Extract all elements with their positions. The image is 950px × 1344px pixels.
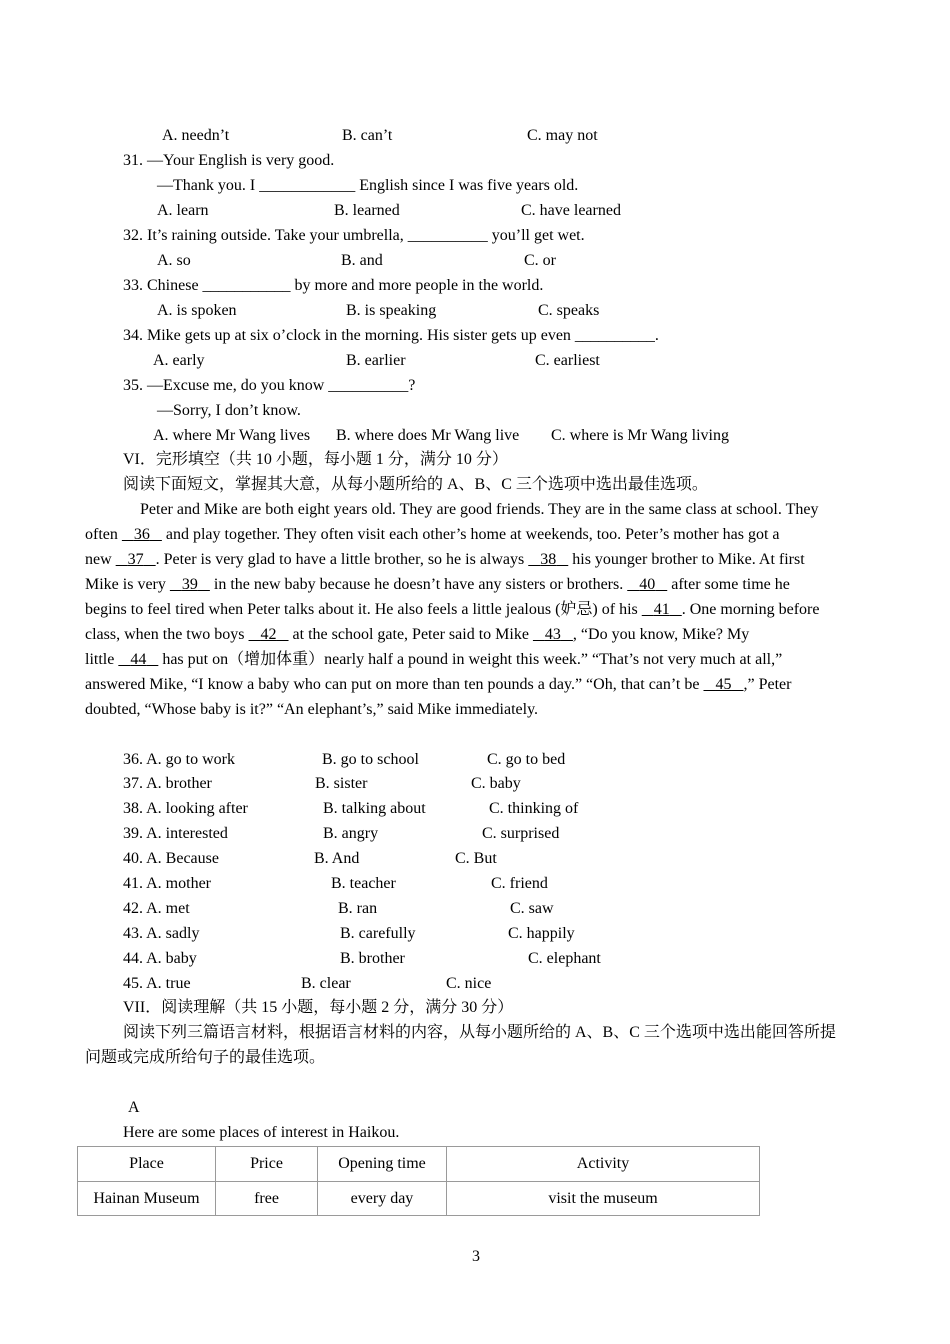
q34-stem: 34. Mike gets up at six o’clock in the morning. His sister gets up even __________.: [123, 327, 659, 344]
q34-option-a: A. early: [153, 352, 205, 369]
passage-line: [85, 575, 790, 595]
q34-option-b: B. earlier: [346, 352, 406, 369]
item-42-option-a: 42. A. met: [123, 900, 190, 917]
passage-text: in the new baby because he doesn’t have any sisters or brothers.: [209, 576, 628, 593]
item-36-option-b: B. go to school: [322, 751, 419, 768]
passage-text: his younger brother to Mike. At first: [568, 551, 805, 568]
table-header-row: [78, 1147, 760, 1182]
header-opening-time: Opening time: [318, 1147, 447, 1182]
item-40-option-a: 40. A. Because: [123, 850, 219, 867]
passage-text: , “Do you know, Mike? My: [572, 626, 750, 643]
passage-text: begins to feel tired when Peter talks about it. He also feels a little jealous (妒忌) of his: [85, 601, 642, 618]
item-43-option-b: B. carefully: [340, 925, 416, 942]
passage-text: little: [85, 651, 119, 668]
passage-text: at the school gate, Peter said to Mike: [288, 626, 533, 643]
q35-options: [0, 426, 950, 446]
passage-text: . One morning before: [681, 601, 820, 618]
passage-text: often: [85, 526, 122, 543]
passage-line: [85, 675, 791, 695]
passage-a-intro: Here are some places of interest in Haikou.: [123, 1124, 400, 1141]
item-45-option-b: B. clear: [301, 975, 351, 992]
page-number: 3: [472, 1248, 480, 1265]
cloze-item-40: [0, 849, 950, 869]
passage-text: ,” Peter: [743, 676, 792, 693]
q35-option-a: A. where Mr Wang lives: [153, 427, 311, 444]
item-41-option-a: 41. A. mother: [123, 875, 211, 892]
q33-option-c: C. speaks: [538, 302, 600, 319]
cloze-item-44: [0, 949, 950, 969]
passage-line: [85, 625, 749, 645]
q33-option-a: A. is spoken: [157, 302, 237, 319]
item-39-option-c: C. surprised: [482, 825, 560, 842]
item-42-option-c: C. saw: [510, 900, 554, 917]
q32-option-c: C. or: [524, 252, 556, 269]
passage-text: class, when the two boys: [85, 626, 249, 643]
cell-place: Hainan Museum: [78, 1182, 216, 1216]
q34-options: [0, 351, 950, 371]
item-44-option-c: C. elephant: [528, 950, 601, 967]
item-37-option-c: C. baby: [471, 775, 521, 792]
item-44-option-a: 44. A. baby: [123, 950, 197, 967]
blank-45: 45: [715, 676, 732, 693]
cloze-item-36: [0, 750, 950, 770]
blank-36: 36: [133, 526, 150, 543]
passage-text: . Peter is very glad to have a little brother, so he is always: [155, 551, 529, 568]
passage-line: [85, 650, 782, 670]
passage-line: [140, 500, 818, 520]
cloze-item-43: [0, 924, 950, 944]
passage-text: Peter and Mike are both eight years old. They are good friends. They are in the same class at school. They: [140, 501, 819, 518]
cloze-item-38: [0, 799, 950, 819]
blank-39: 39: [181, 576, 198, 593]
cloze-item-41: [0, 874, 950, 894]
reading-instruction-line2: 问题或完成所给句子的最佳选项。: [85, 1049, 326, 1066]
q32-stem: 32. It’s raining outside. Take your umbrella, __________ you’ll get wet.: [123, 227, 585, 244]
blank-37: 37: [127, 551, 144, 568]
item-36-option-c: C. go to bed: [487, 751, 566, 768]
q31-option-c: C. have learned: [521, 202, 621, 219]
item-39-option-b: B. angry: [323, 825, 379, 842]
places-table: [77, 1146, 760, 1216]
cloze-heading: VI．完形填空（共 10 小题，每小题 1 分，满分 10 分）: [123, 451, 508, 468]
header-price: Price: [216, 1147, 318, 1182]
item-41-option-b: B. teacher: [331, 875, 396, 892]
header-place: Place: [78, 1147, 216, 1182]
passage-line: [85, 600, 819, 620]
q33-stem: 33. Chinese ___________ by more and more people in the world.: [123, 277, 544, 294]
cloze-item-39: [0, 824, 950, 844]
cell-opening-time: every day: [318, 1182, 447, 1216]
item-45-option-c: C. nice: [446, 975, 492, 992]
q33-option-b: B. is speaking: [346, 302, 437, 319]
item-38-option-c: C. thinking of: [489, 800, 579, 817]
blank-44: 44: [130, 651, 147, 668]
item-40-option-b: B. And: [314, 850, 360, 867]
item-36-option-a: 36. A. go to work: [123, 751, 235, 768]
passage-line: [85, 700, 538, 720]
blank-41: 41: [653, 601, 670, 618]
q35-stem: 35. —Excuse me, do you know __________?: [123, 377, 416, 394]
q31-stem: 31. —Your English is very good.: [123, 152, 335, 169]
q35-option-c: C. where is Mr Wang living: [551, 427, 729, 444]
cloze-item-45: [0, 974, 950, 994]
q35-option-b: B. where does Mr Wang live: [336, 427, 520, 444]
blank-40: 40: [639, 576, 656, 593]
q30-option-a: A. needn’t: [162, 127, 230, 144]
cell-price: free: [216, 1182, 318, 1216]
cloze-item-37: [0, 774, 950, 794]
q32-option-a: A. so: [157, 252, 191, 269]
q34-option-c: C. earliest: [535, 352, 600, 369]
blank-38: 38: [540, 551, 557, 568]
item-38-option-b: B. talking about: [323, 800, 426, 817]
passage-text: new: [85, 551, 116, 568]
reading-instruction-line1: 阅读下列三篇语言材料，根据语言材料的内容，从每小题所给的 A、B、C 三个选项中选出能回答所提: [123, 1024, 836, 1041]
header-activity: Activity: [447, 1147, 760, 1182]
passage-line: [85, 550, 805, 570]
item-44-option-b: B. brother: [340, 950, 405, 967]
item-43-option-c: C. happily: [508, 925, 575, 942]
item-41-option-c: C. friend: [491, 875, 548, 892]
q30-options: [0, 126, 950, 146]
passage-text: answered Mike, “I know a baby who can put on more than ten pounds a day.” “Oh, that can’t be: [85, 676, 704, 693]
item-37-option-a: 37. A. brother: [123, 775, 212, 792]
q31-option-b: B. learned: [334, 202, 400, 219]
q31-option-a: A. learn: [157, 202, 209, 219]
q30-option-c: C. may not: [527, 127, 598, 144]
q32-option-b: B. and: [341, 252, 383, 269]
q30-option-b: B. can’t: [342, 127, 393, 144]
item-37-option-b: B. sister: [315, 775, 368, 792]
passage-text: after some time he: [667, 576, 790, 593]
item-43-option-a: 43. A. sadly: [123, 925, 200, 942]
cloze-instruction: 阅读下面短文，掌握其大意，从每小题所给的 A、B、C 三个选项中选出最佳选项。: [123, 476, 708, 493]
blank-42: 42: [260, 626, 277, 643]
item-38-option-a: 38. A. looking after: [123, 800, 248, 817]
reading-heading: VII．阅读理解（共 15 小题，每小题 2 分，满分 30 分）: [123, 999, 514, 1016]
cloze-item-42: [0, 899, 950, 919]
passage-text: Mike is very: [85, 576, 170, 593]
q35-reply: —Sorry, I don’t know.: [157, 402, 301, 419]
item-39-option-a: 39. A. interested: [123, 825, 228, 842]
q31-options: [0, 201, 950, 221]
passage-line: [85, 525, 780, 545]
item-42-option-b: B. ran: [338, 900, 378, 917]
q31-reply: —Thank you. I ____________ English since I was five years old.: [157, 177, 579, 194]
passage-text: and play together. They often visit each other’s home at weekends, too. Peter’s mother has got a: [161, 526, 780, 543]
item-45-option-a: 45. A. true: [123, 975, 191, 992]
table-row: [78, 1182, 760, 1216]
q32-options: [0, 251, 950, 271]
cell-activity: visit the museum: [447, 1182, 760, 1216]
blank-43: 43: [544, 626, 561, 643]
passage-text: has put on（增加体重）nearly half a pound in weight this week.” “That’s not very much at all,”: [158, 651, 783, 668]
passage-a-label: A: [128, 1099, 140, 1116]
item-40-option-c: C. But: [455, 850, 497, 867]
passage-text: doubted, “Whose baby is it?” “An elephant’s,” said Mike immediately.: [85, 701, 539, 718]
q33-options: [0, 301, 950, 321]
